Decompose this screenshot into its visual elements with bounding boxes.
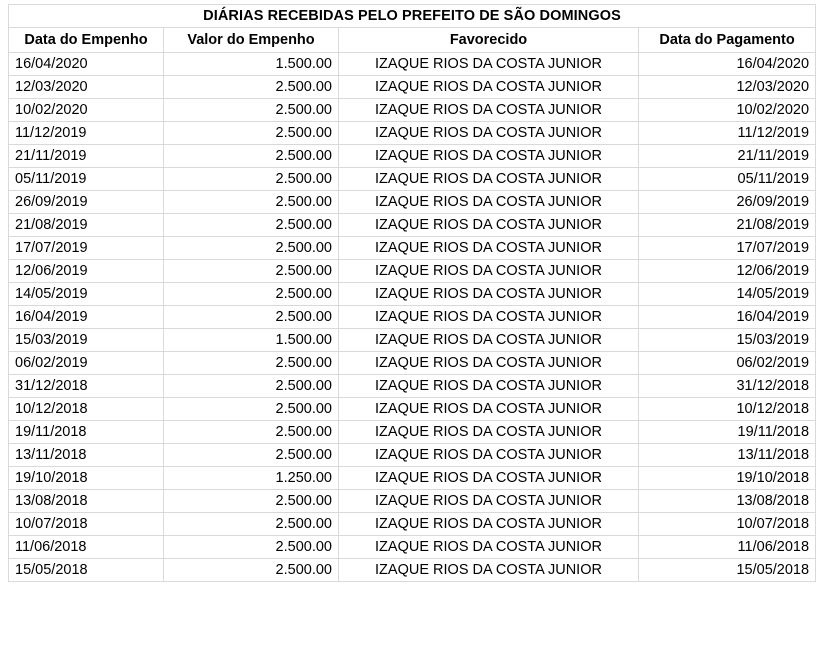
title-row bbox=[9, 5, 816, 28]
table-header bbox=[9, 5, 816, 28]
cell-data-empenho: 13/08/2018 bbox=[9, 490, 164, 513]
cell-data-empenho: 26/09/2019 bbox=[9, 191, 164, 214]
table-row bbox=[9, 375, 816, 398]
cell-data-pagamento: 11/06/2018 bbox=[639, 536, 816, 559]
cell-data-empenho: 14/05/2019 bbox=[9, 283, 164, 306]
cell-valor-empenho: 2.500.00 bbox=[164, 536, 339, 559]
cell-favorecido: IZAQUE RIOS DA COSTA JUNIOR bbox=[339, 352, 639, 375]
cell-data-pagamento: 13/08/2018 bbox=[639, 490, 816, 513]
cell-data-empenho: 21/11/2019 bbox=[9, 145, 164, 168]
cell-data-empenho: 12/06/2019 bbox=[9, 260, 164, 283]
table-row bbox=[9, 467, 816, 490]
cell-data-empenho: 15/03/2019 bbox=[9, 329, 164, 352]
cell-favorecido: IZAQUE RIOS DA COSTA JUNIOR bbox=[339, 467, 639, 490]
cell-data-pagamento: 19/10/2018 bbox=[639, 467, 816, 490]
table-row bbox=[9, 145, 816, 168]
cell-valor-empenho: 1.500.00 bbox=[164, 53, 339, 76]
cell-valor-empenho: 2.500.00 bbox=[164, 559, 339, 582]
cell-data-pagamento: 11/12/2019 bbox=[639, 122, 816, 145]
cell-valor-empenho: 2.500.00 bbox=[164, 76, 339, 99]
cell-valor-empenho: 2.500.00 bbox=[164, 444, 339, 467]
column-header-favorecido[interactable]: Favorecido bbox=[339, 28, 639, 53]
cell-favorecido: IZAQUE RIOS DA COSTA JUNIOR bbox=[339, 329, 639, 352]
cell-favorecido: IZAQUE RIOS DA COSTA JUNIOR bbox=[339, 168, 639, 191]
table-row bbox=[9, 306, 816, 329]
cell-data-pagamento: 06/02/2019 bbox=[639, 352, 816, 375]
cell-favorecido: IZAQUE RIOS DA COSTA JUNIOR bbox=[339, 214, 639, 237]
cell-data-empenho: 10/02/2020 bbox=[9, 99, 164, 122]
cell-valor-empenho: 2.500.00 bbox=[164, 168, 339, 191]
cell-valor-empenho: 2.500.00 bbox=[164, 352, 339, 375]
cell-data-empenho: 10/07/2018 bbox=[9, 513, 164, 536]
cell-valor-empenho: 2.500.00 bbox=[164, 398, 339, 421]
cell-data-pagamento: 16/04/2020 bbox=[639, 53, 816, 76]
cell-favorecido: IZAQUE RIOS DA COSTA JUNIOR bbox=[339, 122, 639, 145]
cell-data-pagamento: 10/02/2020 bbox=[639, 99, 816, 122]
cell-favorecido: IZAQUE RIOS DA COSTA JUNIOR bbox=[339, 145, 639, 168]
cell-valor-empenho: 2.500.00 bbox=[164, 191, 339, 214]
cell-valor-empenho: 1.500.00 bbox=[164, 329, 339, 352]
cell-data-empenho: 15/05/2018 bbox=[9, 559, 164, 582]
cell-favorecido: IZAQUE RIOS DA COSTA JUNIOR bbox=[339, 99, 639, 122]
cell-valor-empenho: 2.500.00 bbox=[164, 214, 339, 237]
cell-valor-empenho: 2.500.00 bbox=[164, 260, 339, 283]
cell-data-empenho: 06/02/2019 bbox=[9, 352, 164, 375]
table-row bbox=[9, 283, 816, 306]
cell-valor-empenho: 1.250.00 bbox=[164, 467, 339, 490]
table-row bbox=[9, 513, 816, 536]
cell-data-empenho: 10/12/2018 bbox=[9, 398, 164, 421]
cell-data-pagamento: 10/12/2018 bbox=[639, 398, 816, 421]
cell-data-pagamento: 15/05/2018 bbox=[639, 559, 816, 582]
cell-data-empenho: 31/12/2018 bbox=[9, 375, 164, 398]
cell-valor-empenho: 2.500.00 bbox=[164, 421, 339, 444]
column-header-data-empenho[interactable]: Data do Empenho bbox=[9, 28, 164, 53]
cell-favorecido: IZAQUE RIOS DA COSTA JUNIOR bbox=[339, 421, 639, 444]
cell-favorecido: IZAQUE RIOS DA COSTA JUNIOR bbox=[339, 306, 639, 329]
cell-data-pagamento: 16/04/2019 bbox=[639, 306, 816, 329]
cell-data-empenho: 21/08/2019 bbox=[9, 214, 164, 237]
cell-data-empenho: 12/03/2020 bbox=[9, 76, 164, 99]
cell-favorecido: IZAQUE RIOS DA COSTA JUNIOR bbox=[339, 237, 639, 260]
diarias-table bbox=[8, 4, 816, 582]
cell-data-empenho: 17/07/2019 bbox=[9, 237, 164, 260]
table-row bbox=[9, 76, 816, 99]
column-header-valor-empenho[interactable]: Valor do Empenho bbox=[164, 28, 339, 53]
column-header-row bbox=[9, 28, 816, 53]
table-row bbox=[9, 237, 816, 260]
table-row bbox=[9, 559, 816, 582]
table-row bbox=[9, 444, 816, 467]
table-row bbox=[9, 490, 816, 513]
cell-data-empenho: 11/06/2018 bbox=[9, 536, 164, 559]
cell-favorecido: IZAQUE RIOS DA COSTA JUNIOR bbox=[339, 444, 639, 467]
cell-data-empenho: 16/04/2019 bbox=[9, 306, 164, 329]
cell-data-pagamento: 14/05/2019 bbox=[639, 283, 816, 306]
cell-data-pagamento: 15/03/2019 bbox=[639, 329, 816, 352]
cell-favorecido: IZAQUE RIOS DA COSTA JUNIOR bbox=[339, 283, 639, 306]
cell-data-pagamento: 26/09/2019 bbox=[639, 191, 816, 214]
table-row bbox=[9, 329, 816, 352]
cell-data-pagamento: 31/12/2018 bbox=[639, 375, 816, 398]
cell-data-pagamento: 13/11/2018 bbox=[639, 444, 816, 467]
cell-valor-empenho: 2.500.00 bbox=[164, 283, 339, 306]
cell-data-pagamento: 21/08/2019 bbox=[639, 214, 816, 237]
table-row bbox=[9, 122, 816, 145]
cell-data-empenho: 05/11/2019 bbox=[9, 168, 164, 191]
cell-valor-empenho: 2.500.00 bbox=[164, 306, 339, 329]
table-row bbox=[9, 260, 816, 283]
cell-data-empenho: 19/11/2018 bbox=[9, 421, 164, 444]
cell-favorecido: IZAQUE RIOS DA COSTA JUNIOR bbox=[339, 559, 639, 582]
cell-favorecido: IZAQUE RIOS DA COSTA JUNIOR bbox=[339, 490, 639, 513]
cell-valor-empenho: 2.500.00 bbox=[164, 145, 339, 168]
cell-favorecido: IZAQUE RIOS DA COSTA JUNIOR bbox=[339, 513, 639, 536]
table-row bbox=[9, 398, 816, 421]
table-row bbox=[9, 191, 816, 214]
cell-valor-empenho: 2.500.00 bbox=[164, 490, 339, 513]
cell-data-pagamento: 19/11/2018 bbox=[639, 421, 816, 444]
cell-valor-empenho: 2.500.00 bbox=[164, 237, 339, 260]
cell-data-pagamento: 21/11/2019 bbox=[639, 145, 816, 168]
column-header-data-pagamento[interactable]: Data do Pagamento bbox=[639, 28, 816, 53]
cell-favorecido: IZAQUE RIOS DA COSTA JUNIOR bbox=[339, 375, 639, 398]
page-title: DIÁRIAS RECEBIDAS PELO PREFEITO DE SÃO DOMINGOS bbox=[9, 5, 816, 28]
table-row bbox=[9, 536, 816, 559]
cell-data-pagamento: 05/11/2019 bbox=[639, 168, 816, 191]
table-row bbox=[9, 168, 816, 191]
table-row bbox=[9, 214, 816, 237]
cell-data-empenho: 19/10/2018 bbox=[9, 467, 164, 490]
cell-data-empenho: 13/11/2018 bbox=[9, 444, 164, 467]
cell-favorecido: IZAQUE RIOS DA COSTA JUNIOR bbox=[339, 260, 639, 283]
table-row bbox=[9, 421, 816, 444]
cell-data-pagamento: 17/07/2019 bbox=[639, 237, 816, 260]
cell-valor-empenho: 2.500.00 bbox=[164, 99, 339, 122]
cell-data-empenho: 16/04/2020 bbox=[9, 53, 164, 76]
cell-favorecido: IZAQUE RIOS DA COSTA JUNIOR bbox=[339, 76, 639, 99]
table-row bbox=[9, 53, 816, 76]
cell-favorecido: IZAQUE RIOS DA COSTA JUNIOR bbox=[339, 536, 639, 559]
cell-valor-empenho: 2.500.00 bbox=[164, 513, 339, 536]
table-row bbox=[9, 99, 816, 122]
cell-data-empenho: 11/12/2019 bbox=[9, 122, 164, 145]
cell-valor-empenho: 2.500.00 bbox=[164, 375, 339, 398]
cell-data-pagamento: 12/06/2019 bbox=[639, 260, 816, 283]
cell-data-pagamento: 12/03/2020 bbox=[639, 76, 816, 99]
cell-favorecido: IZAQUE RIOS DA COSTA JUNIOR bbox=[339, 53, 639, 76]
table-row bbox=[9, 352, 816, 375]
table-body bbox=[9, 53, 816, 582]
cell-favorecido: IZAQUE RIOS DA COSTA JUNIOR bbox=[339, 191, 639, 214]
cell-favorecido: IZAQUE RIOS DA COSTA JUNIOR bbox=[339, 398, 639, 421]
cell-data-pagamento: 10/07/2018 bbox=[639, 513, 816, 536]
cell-valor-empenho: 2.500.00 bbox=[164, 122, 339, 145]
